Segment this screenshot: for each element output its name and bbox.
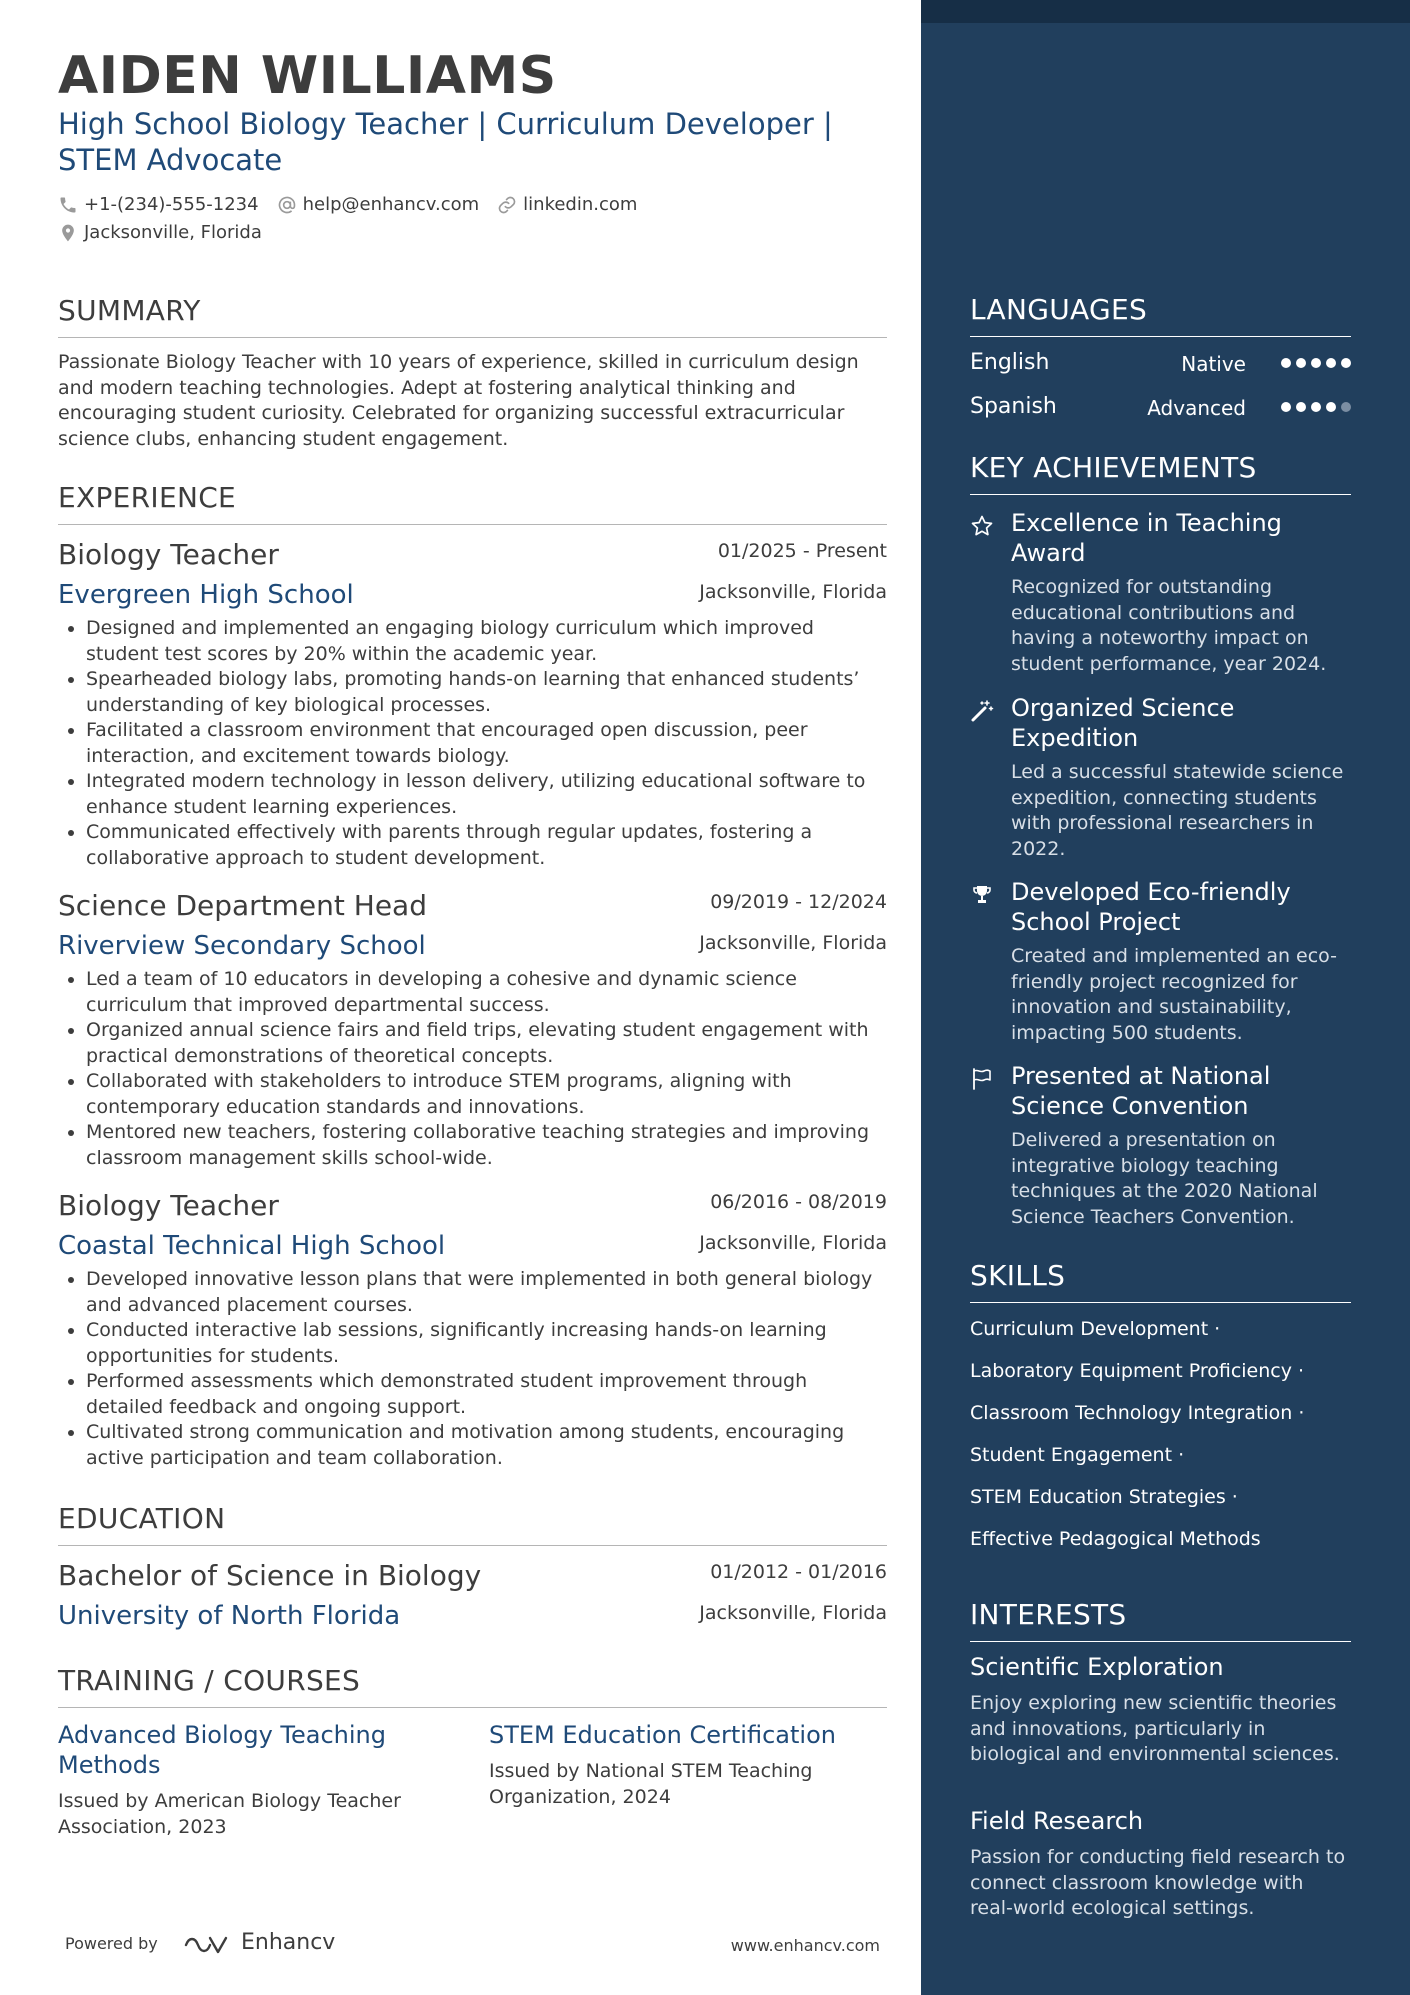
job-bullet: • Mentored new teachers, fostering collaborative teaching strategies and improving classroom management skills school-wide. bbox=[86, 1120, 887, 1171]
job-bullet: • Facilitated a classroom environment that encouraged open discussion, peer interaction, and excitement towards biology. bbox=[86, 718, 887, 769]
interest-description: Passion for conducting field research to connect classroom knowledge with real-world ecological settings. bbox=[970, 1846, 1346, 1919]
experience-heading: EXPERIENCE bbox=[58, 481, 887, 525]
job-bullet: • Spearheaded biology labs, promoting hands-on learning that enhanced students’ understanding of key biological processes. bbox=[86, 667, 887, 718]
sidebar-top-bar bbox=[921, 0, 1410, 23]
contact-row bbox=[58, 194, 655, 215]
flag-icon bbox=[970, 1067, 994, 1091]
location-text: Jacksonville, Florida bbox=[84, 222, 262, 243]
phone-icon bbox=[58, 195, 78, 215]
skill-item: Laboratory Equipment Proficiency · bbox=[970, 1360, 1305, 1382]
course-title: STEM Education Certification bbox=[489, 1721, 836, 1749]
rating-dot-filled bbox=[1341, 358, 1351, 368]
job-bullets bbox=[58, 616, 887, 871]
language-row bbox=[970, 350, 1351, 380]
skills-heading: SKILLS bbox=[970, 1259, 1351, 1303]
summary-heading: SUMMARY bbox=[58, 294, 887, 338]
location-contact bbox=[58, 222, 262, 243]
job-bullet: • Developed innovative lesson plans that were implemented in both general biology and advanced placement courses. bbox=[86, 1267, 887, 1318]
job-bullet: • Organized annual science fairs and field trips, elevating student engagement with practical demonstrations of theoretical concepts. bbox=[86, 1018, 887, 1069]
interest-title: Scientific Exploration bbox=[970, 1653, 1224, 1681]
job-title: Biology Teacher bbox=[58, 538, 279, 571]
course-entry bbox=[58, 1720, 458, 1840]
achievement-item bbox=[970, 508, 1351, 677]
job-bullet: • Performed assessments which demonstrated student improvement through detailed feedback and ongoing support. bbox=[86, 1369, 887, 1420]
languages-heading: LANGUAGES bbox=[970, 293, 1351, 337]
enhancv-brand: Enhancv bbox=[241, 1930, 336, 1955]
interest-title: Field Research bbox=[970, 1807, 1144, 1835]
email-contact[interactable] bbox=[277, 194, 480, 215]
magic-wand-icon bbox=[970, 699, 994, 723]
language-name: Spanish bbox=[970, 394, 1057, 419]
headline: High School Biology Teacher | Curriculum Developer | STEM Advocate bbox=[58, 107, 833, 177]
location-row bbox=[58, 222, 280, 243]
linkedin-contact[interactable] bbox=[497, 194, 637, 215]
location-pin-icon bbox=[58, 223, 78, 243]
job-entry bbox=[58, 889, 887, 1171]
skill-item: Effective Pedagogical Methods bbox=[970, 1528, 1261, 1550]
job-location: Jacksonville, Florida bbox=[699, 932, 887, 954]
rating-dot-filled bbox=[1296, 358, 1306, 368]
powered-by-label: Powered by bbox=[65, 1934, 158, 1953]
achievement-item bbox=[970, 877, 1351, 1046]
achievement-item bbox=[970, 1061, 1351, 1230]
rating-dot-filled bbox=[1311, 358, 1321, 368]
job-entry bbox=[58, 538, 887, 871]
summary-text: Passionate Biology Teacher with 10 years of experience, skilled in curriculum design and modern teaching technologies. Adept at fostering analytical thinking and encouraging student curiosity. Celebrated for organizing successful extracurricular science clubs, enhancing student engagement. bbox=[58, 351, 859, 450]
job-company: Coastal Technical High School bbox=[58, 1231, 446, 1261]
education-heading: EDUCATION bbox=[58, 1502, 887, 1546]
course-entry bbox=[489, 1720, 869, 1810]
footer-website[interactable]: www.enhancv.com bbox=[730, 1936, 880, 1955]
language-rating bbox=[1276, 358, 1351, 368]
phone-contact[interactable] bbox=[58, 194, 259, 215]
job-dates: 06/2016 - 08/2019 bbox=[710, 1191, 887, 1213]
star-icon bbox=[970, 514, 994, 538]
job-bullet: • Designed and implemented an engaging biology curriculum which improved student test scores by 20% within the academic year. bbox=[86, 616, 887, 667]
achievement-title: Excellence in Teaching Award bbox=[1011, 509, 1282, 567]
enhancv-logo-icon bbox=[183, 1934, 229, 1956]
phone-text: +1-(234)-555-1234 bbox=[84, 194, 259, 215]
degree-title: Bachelor of Science in Biology bbox=[58, 1559, 482, 1592]
job-location: Jacksonville, Florida bbox=[699, 1232, 887, 1254]
job-bullet: • Cultivated strong communication and motivation among students, encouraging active participation and team collaboration. bbox=[86, 1420, 887, 1471]
course-title: Advanced Biology Teaching Methods bbox=[58, 1721, 386, 1779]
achievement-title: Presented at National Science Convention bbox=[1011, 1062, 1271, 1120]
rating-dot-filled bbox=[1281, 402, 1291, 412]
language-level: Advanced bbox=[1147, 396, 1246, 420]
job-bullet: • Integrated modern technology in lesson delivery, utilizing educational software to enhance student learning experiences. bbox=[86, 769, 887, 820]
email-text: help@enhancv.com bbox=[302, 194, 480, 215]
rating-dot-filled bbox=[1326, 358, 1336, 368]
link-icon bbox=[497, 195, 517, 215]
education-location: Jacksonville, Florida bbox=[699, 1602, 887, 1624]
achievement-title: Organized Science Expedition bbox=[1011, 694, 1235, 752]
rating-dot-filled bbox=[1311, 402, 1321, 412]
training-heading: TRAINING / COURSES bbox=[58, 1664, 887, 1708]
language-level: Native bbox=[1181, 352, 1246, 376]
job-bullet: • Communicated effectively with parents through regular updates, fostering a collaborative approach to student development. bbox=[86, 820, 887, 871]
education-entry bbox=[58, 1559, 887, 1632]
achievement-title: Developed Eco-friendly School Project bbox=[1011, 878, 1291, 936]
interest-description: Enjoy exploring new scientific theories and innovations, particularly in biological and environmental sciences. bbox=[970, 1692, 1340, 1765]
rating-dot-filled bbox=[1281, 358, 1291, 368]
language-rating bbox=[1276, 402, 1351, 412]
language-row bbox=[970, 394, 1351, 424]
footer bbox=[65, 1930, 880, 1960]
achievement-item bbox=[970, 693, 1351, 862]
job-bullet: • Conducted interactive lab sessions, significantly increasing hands-on learning opportunities for students. bbox=[86, 1318, 887, 1369]
job-title: Science Department Head bbox=[58, 889, 427, 922]
school-name: University of North Florida bbox=[58, 1601, 401, 1631]
education-dates: 01/2012 - 01/2016 bbox=[710, 1561, 887, 1583]
linkedin-text: linkedin.com bbox=[523, 194, 638, 215]
job-bullet: • Collaborated with stakeholders to introduce STEM programs, aligning with contemporary education standards and innovations. bbox=[86, 1069, 887, 1120]
rating-dot-filled bbox=[1296, 402, 1306, 412]
job-dates: 01/2025 - Present bbox=[717, 540, 887, 562]
candidate-name: AIDEN WILLIAMS bbox=[58, 46, 557, 106]
job-bullet: • Led a team of 10 educators in developing a cohesive and dynamic science curriculum that improved departmental success. bbox=[86, 967, 887, 1018]
job-entry bbox=[58, 1189, 887, 1471]
language-name: English bbox=[970, 350, 1050, 375]
skill-item: Student Engagement · bbox=[970, 1444, 1185, 1466]
job-bullets bbox=[58, 967, 887, 1171]
job-bullets bbox=[58, 1267, 887, 1471]
job-company: Evergreen High School bbox=[58, 580, 354, 610]
achievements-heading: KEY ACHIEVEMENTS bbox=[970, 451, 1351, 495]
trophy-icon bbox=[970, 883, 994, 907]
job-company: Riverview Secondary School bbox=[58, 931, 426, 961]
course-issuer: Issued by National STEM Teaching Organization, 2024 bbox=[489, 1760, 813, 1808]
job-title: Biology Teacher bbox=[58, 1189, 279, 1222]
achievement-description: Created and implemented an eco-friendly project recognized for innovation and sustainability, impacting 500 students. bbox=[1011, 945, 1338, 1044]
job-location: Jacksonville, Florida bbox=[699, 581, 887, 603]
job-dates: 09/2019 - 12/2024 bbox=[710, 891, 887, 913]
skill-item: Curriculum Development · bbox=[970, 1318, 1221, 1340]
at-sign-icon bbox=[277, 195, 297, 215]
rating-dot-filled bbox=[1326, 402, 1336, 412]
rating-dot-empty bbox=[1341, 402, 1351, 412]
achievement-description: Delivered a presentation on integrative biology teaching techniques at the 2020 National Science Teachers Convention. bbox=[1011, 1129, 1318, 1228]
skill-item: Classroom Technology Integration · bbox=[970, 1402, 1305, 1424]
achievement-description: Led a successful statewide science expedition, connecting students with professional researchers in 2022. bbox=[1011, 761, 1344, 860]
skill-item: STEM Education Strategies · bbox=[970, 1486, 1238, 1508]
interests-heading: INTERESTS bbox=[970, 1598, 1351, 1642]
course-issuer: Issued by American Biology Teacher Association, 2023 bbox=[58, 1790, 401, 1838]
achievement-description: Recognized for outstanding educational contributions and having a noteworthy impact on student performance, year 2024. bbox=[1011, 576, 1327, 675]
